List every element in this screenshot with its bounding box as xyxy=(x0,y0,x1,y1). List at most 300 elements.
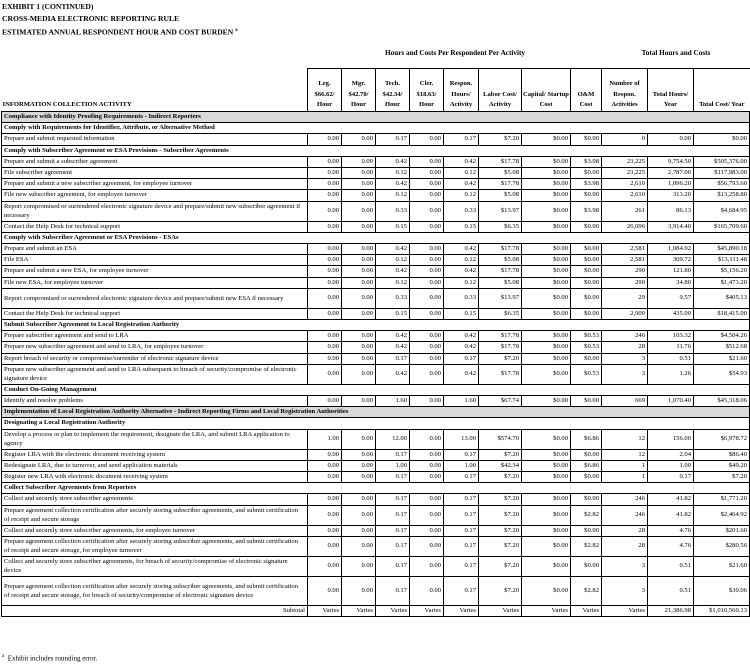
cell-value: 29 xyxy=(602,288,648,308)
activity-label: File new ESA, for employee turnover xyxy=(2,277,308,288)
cell-value: 1.00 xyxy=(444,460,479,471)
cell-value: 0.00 xyxy=(410,460,444,471)
activity-label: Prepare agreement collection certification after securely storing subscriber agreements, and submit certification of receipt and secure storage, for employee turnover xyxy=(2,536,308,556)
cell-value: 0.42 xyxy=(444,342,479,353)
cell-value: 0.12 xyxy=(444,277,479,288)
cell-value: 0.42 xyxy=(376,266,410,277)
cell-value: 0.00 xyxy=(410,201,444,221)
table-row xyxy=(2,190,750,201)
cell-value: 3 xyxy=(602,576,648,605)
cell-value: $0.00 xyxy=(522,429,571,449)
cell-value: 26,096 xyxy=(602,221,648,232)
subsection-title: Submit Subscriber Agreement to Local Registration Authority xyxy=(2,320,750,331)
cell-value: 0.00 xyxy=(410,472,444,483)
cell-value: 0.00 xyxy=(342,156,376,167)
cell-value: $21.60 xyxy=(694,353,750,364)
table-row xyxy=(2,536,750,556)
activity-label: Report compromised or surrendered electronic signature device and prepare/submit new ESA if necessary xyxy=(2,288,308,308)
cell-value: 0.00 xyxy=(410,168,444,179)
cell-value: $3.98 xyxy=(571,201,602,221)
cell-value: $7.20 xyxy=(479,494,522,505)
cell-value: 0.17 xyxy=(444,505,479,525)
cell-value: 669 xyxy=(602,396,648,407)
cell-value: 290 xyxy=(602,277,648,288)
cell-value: 0.42 xyxy=(376,342,410,353)
cell-value: 0.00 xyxy=(308,396,342,407)
cell-value: $0.00 xyxy=(571,556,602,576)
cell-value: 0.42 xyxy=(376,156,410,167)
activity-label: Report compromised or surrendered electronic signature device and prepare/submit new subscriber agreement if necessary xyxy=(2,201,308,221)
table-row xyxy=(2,472,750,483)
cell-value: $0.53 xyxy=(571,364,602,384)
cell-value: 0.17 xyxy=(444,576,479,605)
cell-value: 121.80 xyxy=(648,266,694,277)
cell-value: 0.00 xyxy=(342,266,376,277)
cell-value: $0.00 xyxy=(522,460,571,471)
activity-label: Prepare subscriber agreement and send to LRA xyxy=(2,331,308,342)
activity-label: Prepare and submit a new subscriber agreement, for employee turnover xyxy=(2,179,308,190)
cell-value: $0.53 xyxy=(571,342,602,353)
cell-value: $7.20 xyxy=(479,536,522,556)
activity-label: Prepare agreement collection certification after securely storing subscriber agreements, and submit certification of receipt and secure storage, for breach of security/compromise of electronic signature device xyxy=(2,576,308,605)
cell-value: 23,225 xyxy=(602,156,648,167)
cell-value: 0.42 xyxy=(376,364,410,384)
cell-value: 1.60 xyxy=(444,396,479,407)
table-row xyxy=(2,156,750,167)
cell-value: Varies xyxy=(444,605,479,616)
cell-value: 0.00 xyxy=(308,525,342,536)
cell-value: 0.17 xyxy=(376,134,410,145)
cell-value: 23,225 xyxy=(602,168,648,179)
cell-value: 0.12 xyxy=(376,190,410,201)
cell-value: $0.00 xyxy=(522,353,571,364)
cell-value: 0.00 xyxy=(342,460,376,471)
cell-value: 0.42 xyxy=(444,266,479,277)
cell-value: 4.76 xyxy=(648,525,694,536)
cell-value: 0.00 xyxy=(410,255,444,266)
cell-value: 0.42 xyxy=(376,331,410,342)
table-row xyxy=(2,364,750,384)
cell-value: $21.60 xyxy=(694,556,750,576)
activity-label: Redesignate LRA, due to turnover, and send application materials xyxy=(2,460,308,471)
cell-value: 0.00 xyxy=(342,201,376,221)
section-header-row xyxy=(2,407,750,418)
cell-value: $6.35 xyxy=(479,308,522,319)
subsection-title: Comply with Requirements for Identifier, Attribute, or Alternative Method xyxy=(2,123,750,134)
cell-value: $6,978.72 xyxy=(694,429,750,449)
cell-value: $1,473.20 xyxy=(694,277,750,288)
cell-value: $0.00 xyxy=(571,168,602,179)
cell-value: 0.17 xyxy=(376,494,410,505)
activity-label: File new subscriber agreement, for employee turnover xyxy=(2,190,308,201)
cell-value: $505,376.00 xyxy=(694,156,750,167)
cell-value: 0.00 xyxy=(410,429,444,449)
cell-value: $0.53 xyxy=(571,331,602,342)
cell-value: 246 xyxy=(602,505,648,525)
cell-value: $0.00 xyxy=(571,449,602,460)
cell-value: $574.70 xyxy=(479,429,522,449)
cell-value: 0.00 xyxy=(342,525,376,536)
cell-value: Varies xyxy=(376,605,410,616)
cell-value: 0.00 xyxy=(342,179,376,190)
footnote xyxy=(2,654,97,662)
cell-value: 2,610 xyxy=(602,179,648,190)
cell-value: 0.00 xyxy=(308,331,342,342)
cell-value: 9.57 xyxy=(648,288,694,308)
cell-value: 0.00 xyxy=(308,244,342,255)
cell-value: $0.00 xyxy=(522,505,571,525)
cell-value: 1.60 xyxy=(376,396,410,407)
cell-value: 0.33 xyxy=(444,288,479,308)
cell-value: 4.76 xyxy=(648,536,694,556)
subsection-header-row xyxy=(2,418,750,429)
table-row xyxy=(2,576,750,605)
cell-value: 0.00 xyxy=(308,134,342,145)
cell-value: 0.00 xyxy=(410,244,444,255)
cell-value: 0.51 xyxy=(648,576,694,605)
cell-value: 0.15 xyxy=(444,221,479,232)
cell-value: $13,111.48 xyxy=(694,255,750,266)
cell-value: 0.17 xyxy=(444,449,479,460)
cell-value: 0.12 xyxy=(376,277,410,288)
cell-value: Varies xyxy=(342,605,376,616)
cell-value: $0.00 xyxy=(522,288,571,308)
subsection-header-row xyxy=(2,232,750,243)
cell-value: 0.00 xyxy=(308,201,342,221)
cell-value: 0.00 xyxy=(308,556,342,576)
subsection-header-row xyxy=(2,483,750,494)
cell-value: $0.00 xyxy=(571,266,602,277)
cell-value: 0.00 xyxy=(308,505,342,525)
cell-value: 12 xyxy=(602,449,648,460)
table-row xyxy=(2,134,750,145)
table-title xyxy=(2,25,238,38)
cell-value: 0.17 xyxy=(444,494,479,505)
cell-value: $7.20 xyxy=(479,505,522,525)
activity-label: Prepare and submit a subscriber agreement xyxy=(2,156,308,167)
cell-value: $0.00 xyxy=(571,494,602,505)
column-header: Total Cost/ Year xyxy=(694,69,750,112)
column-header: Total Hours/ Year xyxy=(648,69,694,112)
cell-value: 246 xyxy=(602,494,648,505)
cell-value: 0.15 xyxy=(376,308,410,319)
cell-value: $7.20 xyxy=(694,472,750,483)
table-header xyxy=(2,69,750,112)
cell-value: 0.00 xyxy=(308,168,342,179)
cell-value: $54.93 xyxy=(694,364,750,384)
cell-value: 1.00 xyxy=(648,460,694,471)
cell-value: 0.00 xyxy=(410,494,444,505)
cell-value: 0.00 xyxy=(308,494,342,505)
cell-value: 0.00 xyxy=(410,449,444,460)
cell-value: 0.42 xyxy=(444,156,479,167)
cell-value: $2,464.92 xyxy=(694,505,750,525)
cell-value: 3 xyxy=(602,364,648,384)
cell-value: 0.00 xyxy=(308,221,342,232)
cell-value: 2,581 xyxy=(602,255,648,266)
subsection-title: Conduct On-Going Management xyxy=(2,384,750,395)
rule-title: CROSS-MEDIA ELECTRONIC REPORTING RULE xyxy=(2,14,180,23)
cell-value: $0.00 xyxy=(522,168,571,179)
activity-label: Collect and securely store subscriber agreements xyxy=(2,494,308,505)
cell-value: $4,684.95 xyxy=(694,201,750,221)
activity-label: Prepare and submit an ESA xyxy=(2,244,308,255)
burden-table-grid xyxy=(1,68,750,617)
cell-value: 0.17 xyxy=(376,472,410,483)
activity-label: Register LRA with the electronic document receiving system xyxy=(2,449,308,460)
cell-value: 0.00 xyxy=(342,308,376,319)
table-row xyxy=(2,494,750,505)
cell-value: 0.00 xyxy=(308,190,342,201)
cell-value: $3.98 xyxy=(571,156,602,167)
cell-value: 0.17 xyxy=(376,525,410,536)
cell-value: 0.00 xyxy=(342,221,376,232)
cell-value: $5,156.20 xyxy=(694,266,750,277)
section-title: Compliance with Identity Proofing Requirements - Indirect Reporters xyxy=(2,112,750,123)
cell-value: 0.00 xyxy=(308,179,342,190)
table-row xyxy=(2,353,750,364)
cell-value: $7.20 xyxy=(479,576,522,605)
cell-value: 1,070.40 xyxy=(648,396,694,407)
cell-value: 0.00 xyxy=(410,396,444,407)
column-header: Respon. Hours/ Activity xyxy=(444,69,479,112)
cell-value: 0.00 xyxy=(342,288,376,308)
cell-value: 0.00 xyxy=(342,331,376,342)
cell-value: 290 xyxy=(602,266,648,277)
cell-value: $0.00 xyxy=(571,308,602,319)
cell-value: $0.00 xyxy=(522,536,571,556)
cell-value: 0.17 xyxy=(444,536,479,556)
cell-value: 2,581 xyxy=(602,244,648,255)
cell-value: 0.17 xyxy=(376,505,410,525)
cell-value: 3,914.40 xyxy=(648,221,694,232)
cell-value: 0.51 xyxy=(648,556,694,576)
cell-value: 1.00 xyxy=(308,429,342,449)
cell-value: 0.00 xyxy=(308,576,342,605)
cell-value: 0.00 xyxy=(410,536,444,556)
activity-label: Prepare and submit requested information xyxy=(2,134,308,145)
section-title: Implementation of Local Registration Authority Alternative - Indirect Reporting Firms and Local Registration Authorities xyxy=(2,407,750,418)
cell-value: $405.13 xyxy=(694,288,750,308)
cell-value: 246 xyxy=(602,331,648,342)
cell-value: $0.00 xyxy=(522,525,571,536)
cell-value: Varies xyxy=(308,605,342,616)
cell-value: 0.00 xyxy=(410,308,444,319)
cell-value: 0.00 xyxy=(342,556,376,576)
cell-value: 0.42 xyxy=(444,244,479,255)
cell-value: $0.00 xyxy=(571,353,602,364)
cell-value: $7.20 xyxy=(479,449,522,460)
cell-value: $1,010,560.13 xyxy=(694,605,750,616)
cell-value: $42.34 xyxy=(479,460,522,471)
cell-value: $5.08 xyxy=(479,277,522,288)
cell-value: 0.17 xyxy=(376,449,410,460)
cell-value: 0.00 xyxy=(410,134,444,145)
cell-value: 0.00 xyxy=(342,576,376,605)
table-row xyxy=(2,525,750,536)
table-row xyxy=(2,429,750,449)
column-header: Mgr. $42.70/ Hour xyxy=(342,69,376,112)
cell-value: 0.00 xyxy=(410,277,444,288)
cell-value: 0.00 xyxy=(342,190,376,201)
cell-value: 2,900 xyxy=(602,308,648,319)
cell-value: $0.00 xyxy=(522,472,571,483)
activity-label: Prepare and submit a new ESA, for employee turnover xyxy=(2,266,308,277)
cell-value: $6.35 xyxy=(479,221,522,232)
activity-label: Report breach of security or compromise/surrender of electronic signature device xyxy=(2,353,308,364)
cell-value: 0.00 xyxy=(342,472,376,483)
cell-value: $0.00 xyxy=(571,244,602,255)
table-row xyxy=(2,396,750,407)
column-header: O&M Cost xyxy=(571,69,602,112)
subsection-header-row xyxy=(2,145,750,156)
cell-value: $56,793.60 xyxy=(694,179,750,190)
group-header-per-respondent: Hours and Costs Per Respondent Per Activity xyxy=(385,49,525,57)
cell-value: 0.00 xyxy=(410,353,444,364)
table-title-text: ESTIMATED ANNUAL RESPONDENT HOUR AND COST BURDEN xyxy=(2,27,234,37)
cell-value: 0.00 xyxy=(410,525,444,536)
cell-value: 0.00 xyxy=(308,536,342,556)
cell-value: $2.82 xyxy=(571,536,602,556)
activity-label: Prepare new subscriber agreement and send to LRA, for employee turnover xyxy=(2,342,308,353)
activity-label: Collect and securely store subscriber agreements, for breach of security/compromise of electronic signature device xyxy=(2,556,308,576)
cell-value: Varies xyxy=(602,605,648,616)
cell-value: 9,754.50 xyxy=(648,156,694,167)
cell-value: 0.00 xyxy=(410,505,444,525)
cell-value: $0.00 xyxy=(522,364,571,384)
cell-value: $0.00 xyxy=(571,277,602,288)
table-row xyxy=(2,168,750,179)
cell-value: 0.00 xyxy=(308,266,342,277)
cell-value: $0.00 xyxy=(522,179,571,190)
table-row xyxy=(2,505,750,525)
cell-value: 0.00 xyxy=(410,156,444,167)
cell-value: 0.00 xyxy=(308,342,342,353)
table-row xyxy=(2,201,750,221)
subsection-title: Comply with Subscriber Agreement or ESA Provisions - ESAs xyxy=(2,232,750,243)
cell-value: Varies xyxy=(410,605,444,616)
title-footnote-mark: a xyxy=(235,28,238,33)
cell-value: 3 xyxy=(602,353,648,364)
cell-value: Varies xyxy=(522,605,571,616)
table-row xyxy=(2,342,750,353)
cell-value: $201.60 xyxy=(694,525,750,536)
subsection-header-row xyxy=(2,320,750,331)
cell-value: $0.00 xyxy=(522,244,571,255)
cell-value: $165,709.60 xyxy=(694,221,750,232)
cell-value: 2,787.00 xyxy=(648,168,694,179)
cell-value: 0.12 xyxy=(376,255,410,266)
cell-value: 0.00 xyxy=(648,134,694,145)
cell-value: $49.20 xyxy=(694,460,750,471)
cell-value: $7.20 xyxy=(479,525,522,536)
cell-value: $17.78 xyxy=(479,331,522,342)
cell-value: $0.00 xyxy=(522,308,571,319)
activity-label: File ESA xyxy=(2,255,308,266)
cell-value: $7.20 xyxy=(479,134,522,145)
subsection-title: Collect Subscriber Agreements from Reporters xyxy=(2,483,750,494)
cell-value: 0.00 xyxy=(342,353,376,364)
cell-value: $0.00 xyxy=(522,134,571,145)
cell-value: $5.08 xyxy=(479,190,522,201)
cell-value: 0.00 xyxy=(410,576,444,605)
cell-value: 0.00 xyxy=(410,556,444,576)
cell-value: 0.00 xyxy=(410,342,444,353)
cell-value: $7.20 xyxy=(479,353,522,364)
cell-value: 0.00 xyxy=(308,288,342,308)
activity-label: Contact the Help Desk for technical support xyxy=(2,221,308,232)
cell-value: 0.33 xyxy=(376,201,410,221)
column-header: Number of Respon. Activities xyxy=(602,69,648,112)
cell-value: 0.00 xyxy=(342,244,376,255)
cell-value: $2.82 xyxy=(571,505,602,525)
cell-value: 1,084.02 xyxy=(648,244,694,255)
cell-value: 0.00 xyxy=(308,449,342,460)
cell-value: 28 xyxy=(602,525,648,536)
activity-label: File subscriber agreement xyxy=(2,168,308,179)
cell-value: 0.51 xyxy=(648,353,694,364)
cell-value: $45,318.06 xyxy=(694,396,750,407)
cell-value: 0 xyxy=(602,134,648,145)
cell-value: 13.00 xyxy=(444,429,479,449)
cell-value: 0.17 xyxy=(444,134,479,145)
cell-value: $1,771.20 xyxy=(694,494,750,505)
cell-value: 0.00 xyxy=(342,342,376,353)
cell-value: 1,096.20 xyxy=(648,179,694,190)
cell-value: $0.00 xyxy=(522,277,571,288)
cell-value: 1 xyxy=(602,472,648,483)
cell-value: $0.00 xyxy=(522,156,571,167)
cell-value: 0.42 xyxy=(444,331,479,342)
cell-value: 0.00 xyxy=(410,364,444,384)
cell-value: 41.82 xyxy=(648,505,694,525)
cell-value: 0.33 xyxy=(376,288,410,308)
cell-value: 0.17 xyxy=(444,556,479,576)
cell-value: 0.12 xyxy=(444,168,479,179)
cell-value: 2.04 xyxy=(648,449,694,460)
cell-value: 103.32 xyxy=(648,331,694,342)
cell-value: 0.17 xyxy=(376,576,410,605)
cell-value: $0.00 xyxy=(522,556,571,576)
section-header-row xyxy=(2,112,750,123)
table-row xyxy=(2,277,750,288)
cell-value: $3.98 xyxy=(571,179,602,190)
cell-value: 0.17 xyxy=(376,353,410,364)
cell-value: 0.00 xyxy=(342,134,376,145)
cell-value: 0.00 xyxy=(342,449,376,460)
activity-label: Subtotal xyxy=(2,605,308,616)
cell-value: $0.00 xyxy=(571,134,602,145)
cell-value: $0.00 xyxy=(522,201,571,221)
activity-label: Register new LRA with electronic document receiving system xyxy=(2,472,308,483)
table-row xyxy=(2,266,750,277)
cell-value: 0.00 xyxy=(410,331,444,342)
cell-value: $0.00 xyxy=(522,255,571,266)
cell-value: 0.00 xyxy=(342,429,376,449)
cell-value: $0.00 xyxy=(522,331,571,342)
cell-value: $6.86 xyxy=(571,429,602,449)
cell-value: 0.00 xyxy=(308,308,342,319)
cell-value: 11.76 xyxy=(648,342,694,353)
cell-value: 0.00 xyxy=(410,266,444,277)
subsection-title: Designating a Local Registration Authority xyxy=(2,418,750,429)
cell-value: $512.68 xyxy=(694,342,750,353)
cell-value: $0.00 xyxy=(522,221,571,232)
cell-value: $17.78 xyxy=(479,244,522,255)
cell-value: 0.00 xyxy=(342,364,376,384)
cell-value: 0.00 xyxy=(308,460,342,471)
cell-value: $13,258.80 xyxy=(694,190,750,201)
